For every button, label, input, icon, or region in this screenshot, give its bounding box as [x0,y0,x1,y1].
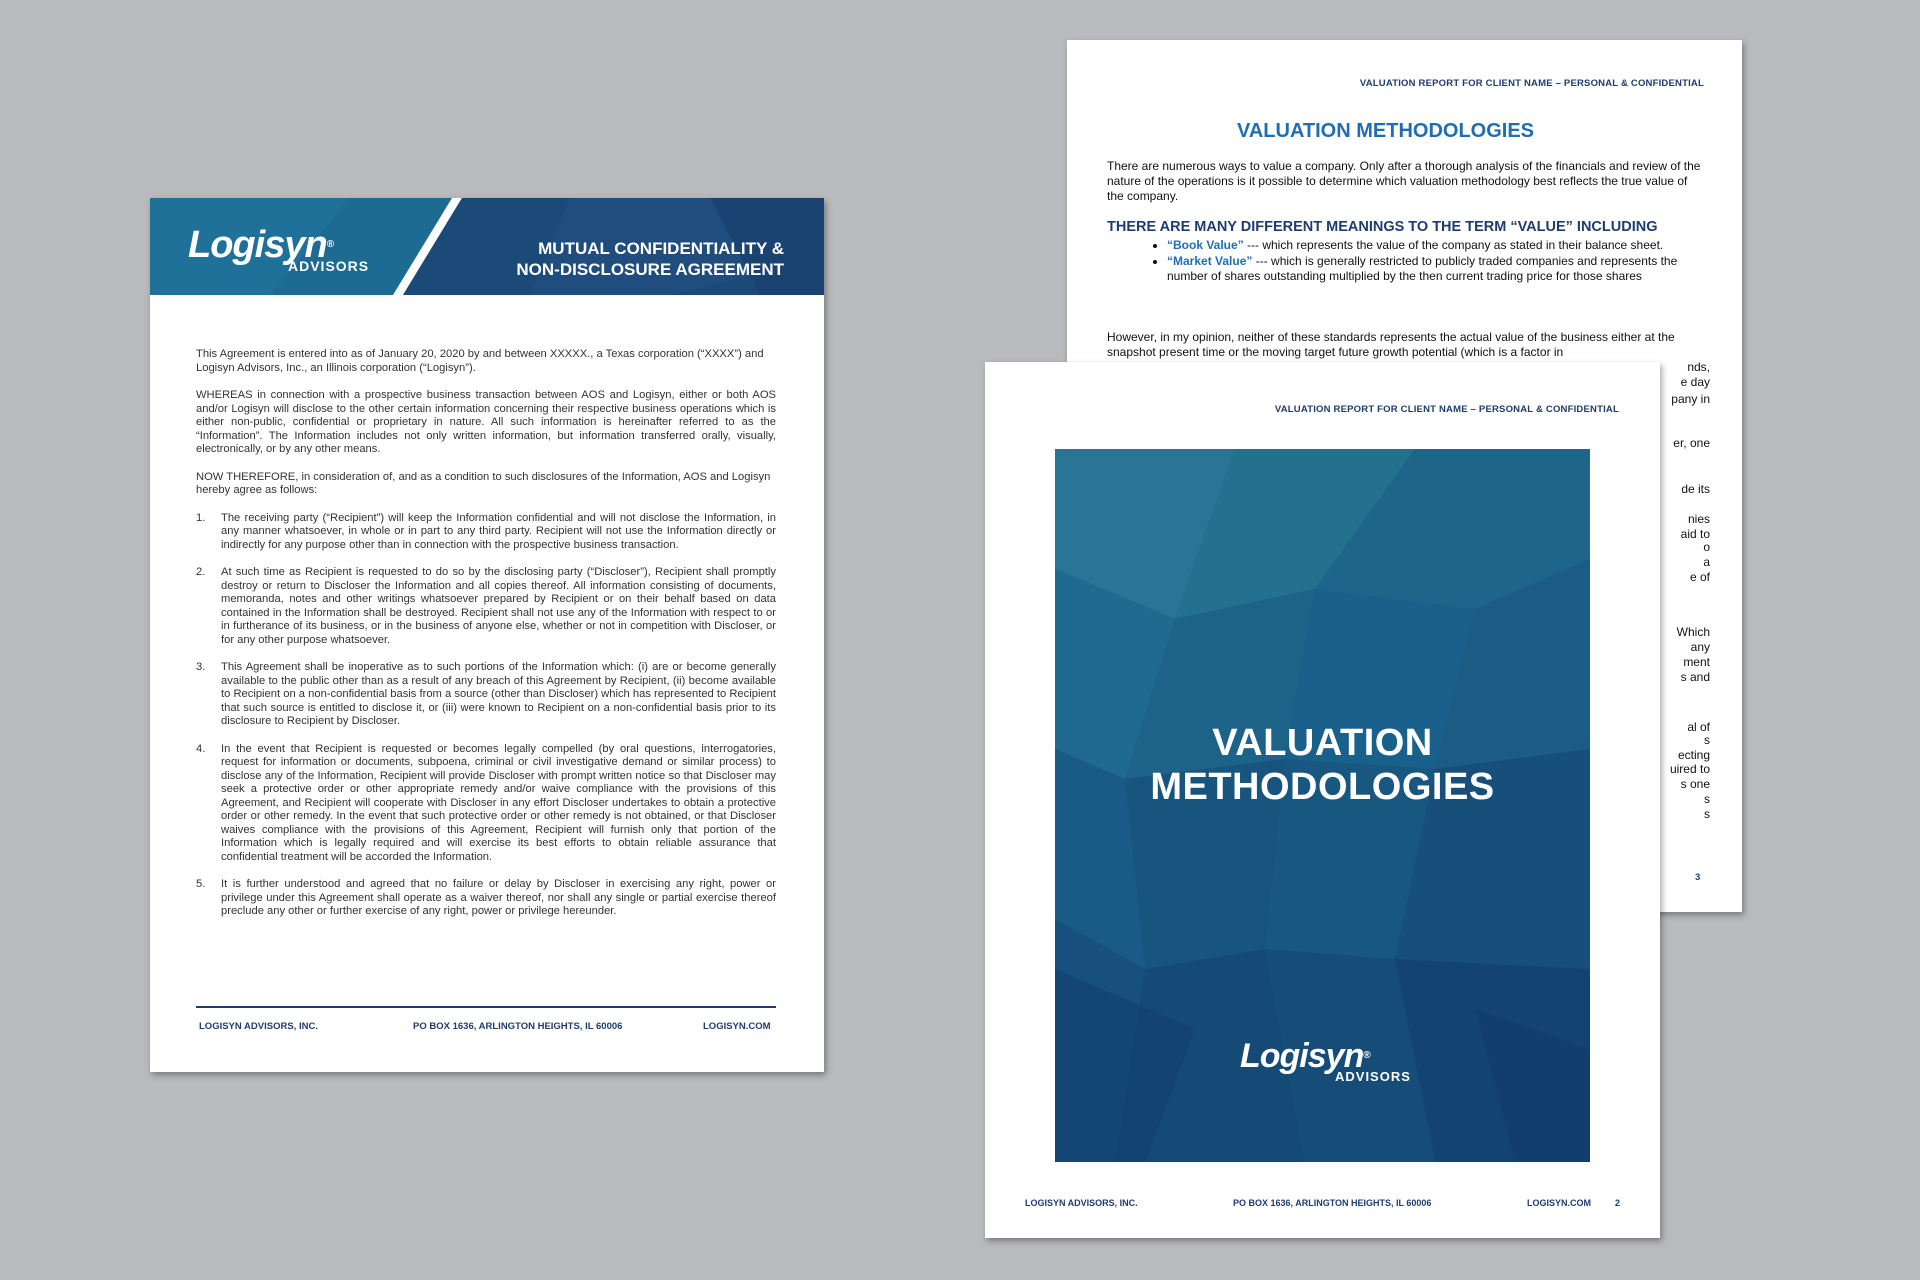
logisyn-logo: Logisyn® ADVISORS [1240,1037,1411,1084]
side-text-fragment: e day [1680,375,1710,389]
side-text-fragment: s [1704,733,1710,747]
page-title: VALUATION METHODOLOGIES [1236,120,1535,142]
side-text-fragment: a [1703,555,1710,569]
clause-2: 2. At such time as Recipient is requested to do so by the disclosing party (“Discloser”), Recipient shall promptly destroy or return to Discloser the Information and all copies thereof. All information consisting of documents, memoranda, notes and other writings whatsoever prepared by Recipient or on their behalf based on data contained in the Information shall be destroyed. Recipient shall not use any of the Information with respect to or in furtherance of its business, or in the business of anyone else, whether or not in competition with Discloser, or for any other purpose whatsoever. [196,566,776,646]
side-text-fragment: e of [1689,570,1710,584]
report-header: VALUATION REPORT FOR CLIENT NAME – PERSONAL & CONFIDENTIAL [1359,78,1704,89]
value-bullets [1107,238,1702,285]
footer-address: PO BOX 1636, ARLINGTON HEIGHTS, IL 60006 [413,1021,623,1032]
logisyn-logo: Logisyn® ADVISORS [188,224,370,274]
cover-title: VALUATION METHODOLOGIES [1150,722,1495,808]
valuation-page-2 [985,362,1660,1238]
side-text-fragment: pany in [1671,392,1710,406]
cover-panel [1055,449,1590,1162]
nda-page [150,198,824,1072]
footer-company: LOGISYN ADVISORS, INC. [1025,1198,1138,1208]
agreement-body [196,348,776,933]
footer-company: LOGISYN ADVISORS, INC. [199,1021,318,1032]
page-number: 2 [1615,1198,1621,1208]
agreement-title: MUTUAL CONFIDENTIALITY & NON-DISCLOSURE AGREEMENT [516,239,784,279]
side-text-fragment: de its [1681,482,1710,496]
side-text-fragment: uired to [1669,762,1710,776]
footer-website: LOGISYN.COM [703,1021,771,1032]
side-text-fragment: al of [1687,720,1710,734]
side-text-fragment: s and [1680,670,1710,684]
footer-divider [196,1006,776,1008]
side-text-fragment: s [1704,792,1710,806]
clause-4: 4. In the event that Recipient is requested or becomes legally compelled (by oral questions, interrogatories, request for information or documents, subpoena, criminal or civil investigative demand or similar process) to disclose any of the Information, Recipient will provide Discloser with prompt written notice so that Discloser may seek a protective order or other appropriate remedy and/or waive compliance with the provisions of this Agreement, and Recipient will cooperate with Discloser in any effort Discloser undertakes to obtain a protective order or other remedy. In the event that such protective order or other remedy is not obtained, or that Discloser waives compliance with the provisions of this Agreement, Recipient will furnish only that portion of the Information which is legally required and will exercise its best efforts to obtain reliable assurance that confidential treatment will be accorded the Information. [196,742,776,863]
bullet-market-value: • “Market Value” --- which is generally restricted to publicly traded companies and represents the number of shares outstanding multiplied by the then current trading price for those shares [1167,254,1702,284]
whereas-paragraph: WHEREAS in connection with a prospective business transaction between AOS and Logisyn, either or both AOS and/or Logisyn will disclose to the other certain information concerning their respective business operations which is either non-public, confidential or proprietary in nature. All such information is hereinafter referred to as the “Information”. The Information includes not only written information, but information transferred orally, visually, electronically, or by any other means. [196,389,776,455]
side-text-fragment: nds, [1687,360,1710,374]
page-number: 3 [1695,872,1701,883]
intro-paragraph: This Agreement is entered into as of January 20, 2020 by and between XXXXX., a Texas corporation (“XXXX”) and Logisyn Advisors, Inc., an Illinois corporation (“Logisyn”). [196,348,764,374]
side-text-fragment: o [1703,540,1710,554]
opinion-paragraph: However, in my opinion, neither of these standards represents the actual value of the business either at the snapshot present time or the moving target future growth potential (which is a factor in [1107,330,1675,359]
intro-paragraph: There are numerous ways to value a company. Only after a thorough analysis of the financials and review of the nature of the operations is it possible to determine which valuation methodology best reflects the true value of the company. [1107,159,1701,203]
report-header: VALUATION REPORT FOR CLIENT NAME – PERSONAL & CONFIDENTIAL [1274,404,1619,415]
clause-3: 3. This Agreement shall be inoperative as to such portions of the Information which: (i) are or become generally available to the public other than as a result of any breach of this Agreement by Recipient, (ii) become available to Recipient on a non-confidential basis from a source (other than Discloser) which has represented to Recipient that such source is entitled to disclose it, or (iii) were known to Recipient on a non-confidential basis prior to its disclosure to Recipient by Discloser. [196,661,776,727]
footer-address: PO BOX 1636, ARLINGTON HEIGHTS, IL 60006 [1233,1198,1432,1208]
side-text-fragment: any [1690,640,1710,654]
side-text-fragment: nies [1687,512,1710,526]
side-text-fragment: s one [1680,777,1710,791]
side-text-fragment: ment [1683,655,1710,669]
clause-1: 1. The receiving party (“Recipient”) will keep the Information confidential and will not disclose the Information, in any manner whatsoever, in whole or in part to any third party. Recipient will not use the Information directly or indirectly for any purpose other than in connection with the prospective business transaction. [196,511,776,551]
now-therefore-paragraph: NOW THEREFORE, in consideration of, and as a condition to such disclosures of the Information, AOS and Logisyn hereby agree as follows: [196,470,771,496]
section-subheading: THERE ARE MANY DIFFERENT MEANINGS TO THE TERM “VALUE” INCLUDING [1107,219,1658,235]
bullet-book-value: • “Book Value” --- which represents the value of the company as stated in their balance sheet. [1167,238,1702,253]
side-text-fragment: aid to [1680,527,1710,541]
side-text-fragment: Which [1676,625,1710,639]
side-text-fragment: er, one [1673,436,1710,450]
clause-5: 5. It is further understood and agreed that no failure or delay by Discloser in exercising any right, power or privilege under this Agreement shall operate as a waiver thereof, nor shall any single or partial exercise thereof preclude any other or further exercise of any right, power or privilege hereunder. [196,878,776,917]
footer-website: LOGISYN.COM [1527,1198,1592,1208]
side-text-fragment: ecting [1677,748,1710,762]
side-text-fragment: s [1704,807,1710,821]
